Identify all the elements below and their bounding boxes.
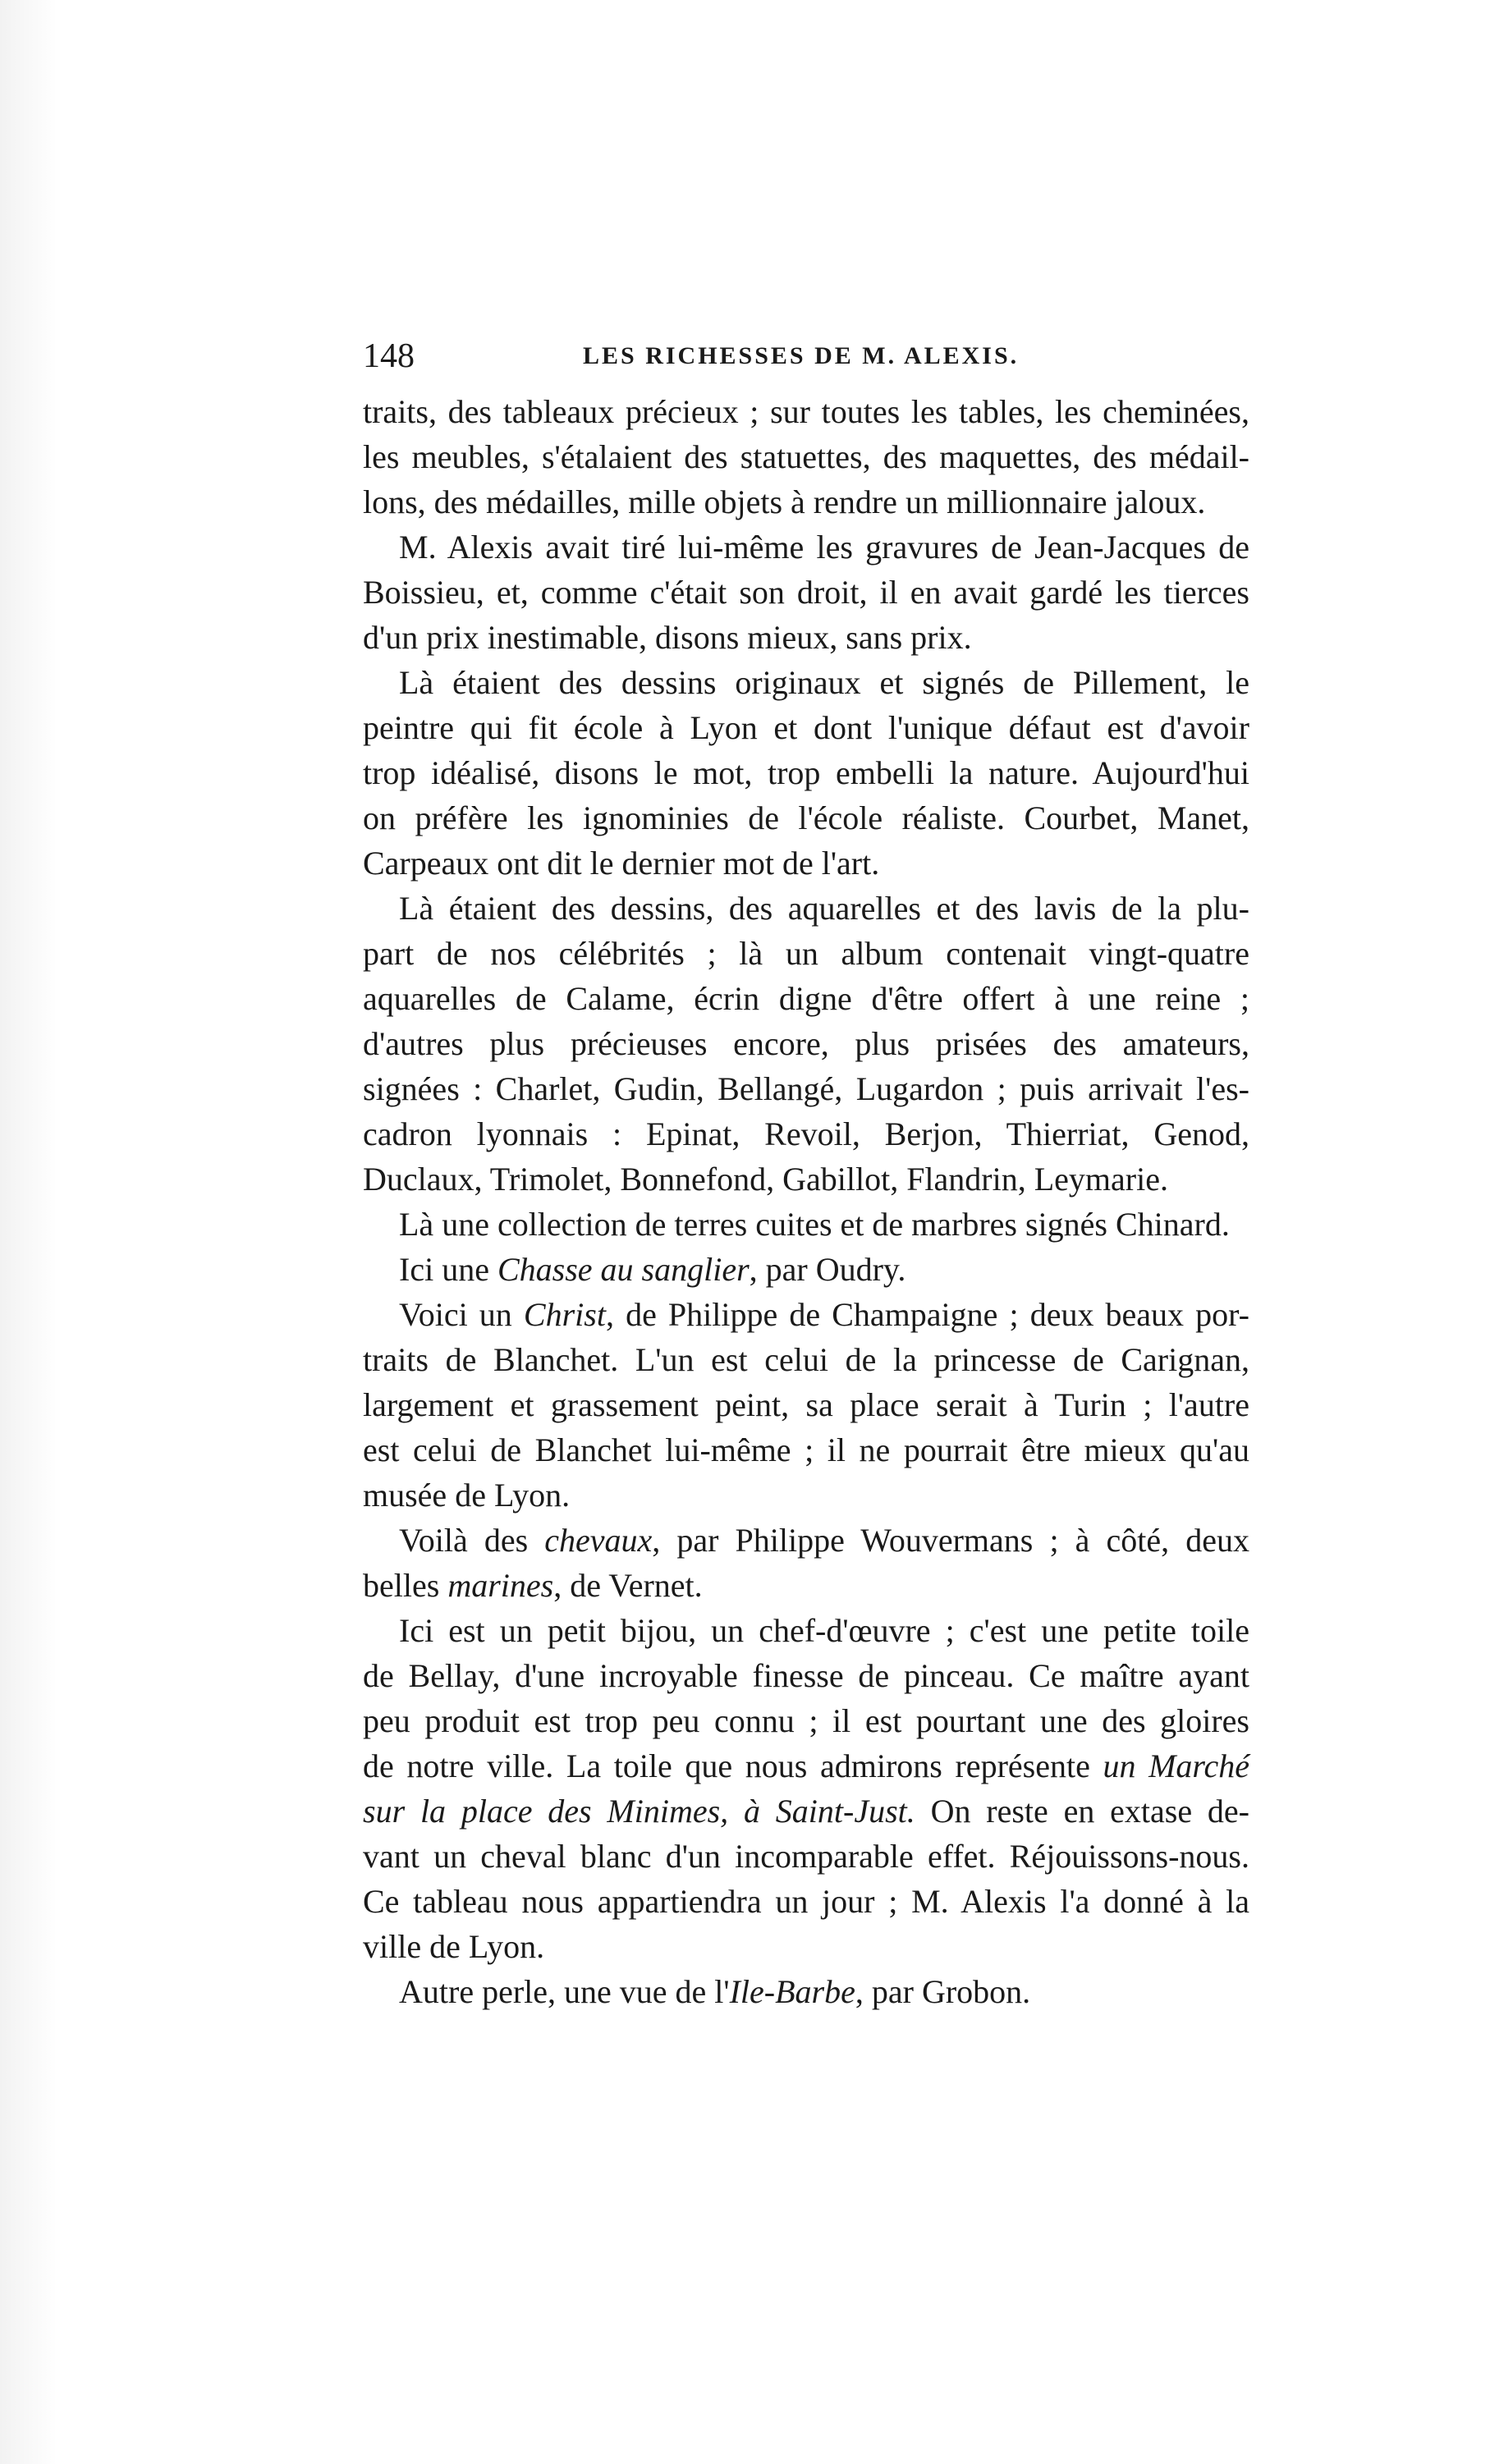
artwork-title: sur la place des Minimes, à Saint-Just. bbox=[363, 1793, 915, 1830]
text-line: de Bellay, d'une incroyable finesse de pinceau. Ce maître ayant bbox=[363, 1657, 1249, 1694]
text-line bbox=[363, 1563, 1249, 1608]
text-line: cadron lyonnais : Epinat, Revoil, Berjon, Thierriat, Genod, bbox=[363, 1115, 1249, 1152]
text-line: Carpeaux ont dit le dernier mot de l'art. bbox=[363, 845, 880, 882]
artwork-title: chevaux bbox=[544, 1522, 653, 1559]
text-run: , de Philippe de Champaigne ; deux beaux por- bbox=[605, 1296, 1249, 1333]
artwork-title: Christ bbox=[523, 1296, 606, 1333]
text-line: Là étaient des dessins originaux et signés de Pillement, le bbox=[399, 664, 1249, 701]
text-run: Voilà des bbox=[399, 1522, 545, 1559]
text-line: aquarelles de Calame, écrin digne d'être offert à une reine ; bbox=[363, 980, 1249, 1017]
page-number: 148 bbox=[363, 337, 415, 375]
text-line: vant un cheval blanc d'un incomparable effet. Réjouissons-nous. bbox=[363, 1838, 1249, 1875]
artwork-title: Chasse au sanglier bbox=[497, 1251, 750, 1288]
text-line: d'autres plus précieuses encore, plus prisées des amateurs, bbox=[363, 1025, 1249, 1062]
text-run: belles bbox=[363, 1567, 448, 1604]
text-line bbox=[363, 1518, 1249, 1563]
text-line: peu produit est trop peu connu ; il est pourtant une des gloires bbox=[363, 1702, 1249, 1739]
text-line: Ici est un petit bijou, un chef-d'œuvre ; c'est une petite toile bbox=[399, 1612, 1249, 1649]
scan-edge-shadow bbox=[0, 0, 57, 2464]
text-line: est celui de Blanchet lui-même ; il ne pourrait être mieux qu'au bbox=[363, 1431, 1249, 1468]
text-line: les meubles, s'étalaient des statuettes, des maquettes, des médail- bbox=[363, 438, 1249, 475]
text-line: d'un prix inestimable, disons mieux, sans prix. bbox=[363, 619, 972, 656]
text-run: , de Vernet. bbox=[553, 1567, 703, 1604]
text-line: Là étaient des dessins, des aquarelles et des lavis de la plu- bbox=[399, 890, 1249, 927]
text-line: on préfère les ignominies de l'école réaliste. Courbet, Manet, bbox=[363, 799, 1249, 836]
text-line: musée de Lyon. bbox=[363, 1477, 571, 1514]
text-line: Boissieu, et, comme c'était son droit, il en avait gardé les tierces bbox=[363, 574, 1249, 611]
running-head bbox=[363, 332, 1249, 381]
text-line: part de nos célébrités ; là un album contenait vingt-quatre bbox=[363, 935, 1249, 972]
running-title: LES RICHESSES DE M. ALEXIS. bbox=[583, 342, 1020, 369]
text-run: Autre perle, une vue de l' bbox=[399, 1973, 730, 2010]
text-line bbox=[363, 1969, 1249, 2014]
text-run: Voici un bbox=[399, 1296, 524, 1333]
body-text bbox=[363, 389, 1249, 2014]
text-line bbox=[363, 1788, 1249, 1834]
text-line: Là une collection de terres cuites et de marbres signés Chinard. bbox=[399, 1206, 1230, 1243]
text-run: , par Philippe Wouvermans ; à côté, deux bbox=[652, 1522, 1249, 1559]
artwork-title: un Marché bbox=[1103, 1747, 1249, 1784]
artwork-title: Ile-Barbe bbox=[729, 1973, 855, 2010]
text-run: , par Grobon. bbox=[855, 1973, 1031, 2010]
text-line: Duclaux, Trimolet, Bonnefond, Gabillot, Flandrin, Leymarie. bbox=[363, 1161, 1168, 1198]
text-line: traits, des tableaux précieux ; sur toutes les tables, les cheminées, bbox=[363, 393, 1249, 430]
text-run: Ici une bbox=[399, 1251, 497, 1288]
text-line: traits de Blanchet. L'un est celui de la princesse de Carignan, bbox=[363, 1341, 1249, 1378]
text-line bbox=[363, 1292, 1249, 1337]
text-run: , par Oudry. bbox=[749, 1251, 906, 1288]
artwork-title: marines bbox=[447, 1567, 554, 1604]
text-run: On reste en extase de- bbox=[915, 1793, 1249, 1830]
text-line bbox=[363, 1743, 1249, 1788]
text-line: M. Alexis avait tiré lui-même les gravures de Jean-Jacques de bbox=[399, 529, 1249, 566]
text-line: lons, des médailles, mille objets à rendre un millionnaire jaloux. bbox=[363, 483, 1206, 520]
text-line: Ce tableau nous appartiendra un jour ; M. Alexis l'a donné à la bbox=[363, 1883, 1249, 1920]
text-line: ville de Lyon. bbox=[363, 1928, 545, 1965]
text-line bbox=[363, 1247, 1249, 1292]
text-line: largement et grassement peint, sa place serait à Turin ; l'autre bbox=[363, 1386, 1249, 1423]
text-line: signées : Charlet, Gudin, Bellangé, Lugardon ; puis arrivait l'es- bbox=[363, 1070, 1249, 1107]
text-line: trop idéalisé, disons le mot, trop embelli la nature. Aujourd'hui bbox=[363, 754, 1249, 791]
text-line: peintre qui fit école à Lyon et dont l'unique défaut est d'avoir bbox=[363, 709, 1249, 746]
text-run: de notre ville. La toile que nous admirons représente bbox=[363, 1747, 1103, 1784]
